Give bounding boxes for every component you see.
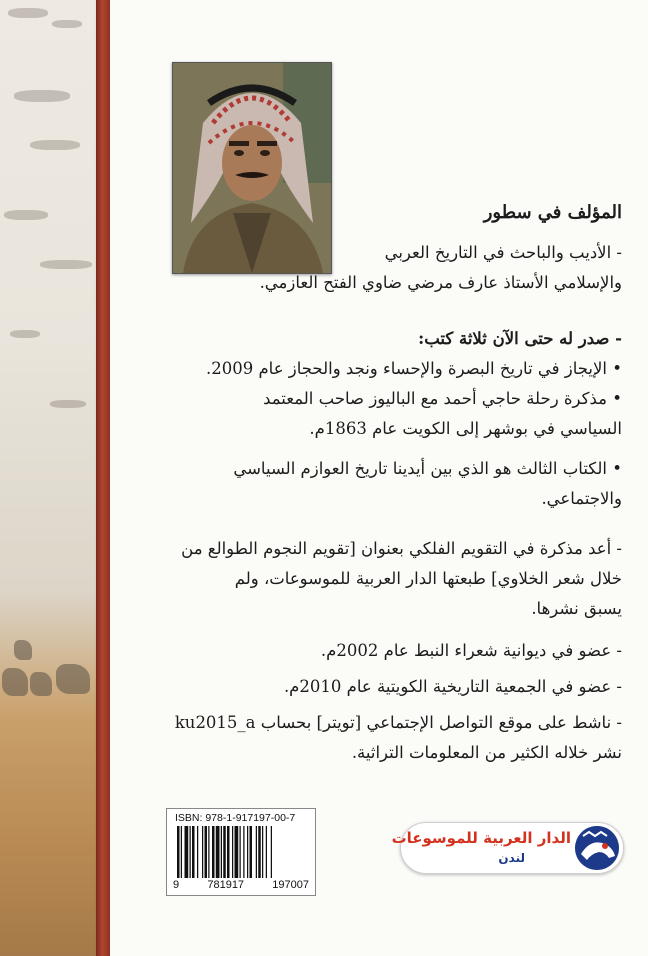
book-item: • الكتاب الثالث هو الذي بين أيدينا تاريخ العوازم السياسي <box>233 459 622 478</box>
author-heading-block <box>142 202 622 223</box>
activities-section <box>142 534 622 768</box>
activity-item-cont: يسبق نشرها. <box>531 599 622 618</box>
bio-line: والإسلامي الأستاذ عارف مرضي ضاوي الفتح العازمي. <box>259 273 622 292</box>
isbn-digits <box>173 879 309 891</box>
author-heading: المؤلف في سطور <box>483 202 622 223</box>
isbn-barcode-box <box>166 808 316 896</box>
isbn-digit-group-1: 781917 <box>207 879 245 891</box>
bio-line: - الأديب والباحث في التاريخ العربي <box>384 243 622 262</box>
publisher-city: لندن <box>498 851 525 865</box>
activity-item: - عضو في الجمعية التاريخية الكويتية عام 2010م. <box>283 677 622 696</box>
isbn-digit-group-2: 197007 <box>272 879 309 891</box>
spine-divider <box>96 0 110 956</box>
barcode-graphic <box>175 826 307 878</box>
book-item: • الإيجاز في تاريخ البصرة والإحساء ونجد والحجاز عام 2009. <box>205 359 622 378</box>
author-bio <box>142 238 622 298</box>
books-heading: - صدر له حتى الآن ثلاثة كتب: <box>418 329 622 348</box>
book-item-cont: والاجتماعي. <box>541 489 622 508</box>
activity-item: - عضو في ديوانية شعراء النبط عام 2002م. <box>320 641 622 660</box>
activity-item: - أعد مذكرة في التقويم الفلكي بعنوان [تقويم النجوم الطوالع من <box>181 539 622 558</box>
activity-item-cont: نشر خلاله الكثير من المعلومات التراثية. <box>351 743 622 762</box>
publisher-emblem-icon <box>575 826 619 870</box>
activity-item: - ناشط على موقع التواصل الإجتماعي [تويتر] بحساب ku2015_a <box>174 713 622 732</box>
isbn-digit-lead: 9 <box>173 879 180 891</box>
activity-item-cont: خلال شعر الخلاوي] طبعتها الدار العربية للموسوعات، ولم <box>234 569 622 588</box>
cover-spine-image <box>0 0 100 956</box>
book-item-cont: السياسي في بوشهر إلى الكويت عام 1863م. <box>309 419 622 438</box>
publisher-logo <box>391 822 624 874</box>
isbn-label: ISBN: 978-1-917197-00-7 <box>175 812 296 824</box>
publisher-name: الدار العربية للموسوعات <box>391 829 571 847</box>
book-item: • مذكرة رحلة حاجي أحمد مع الباليوز صاحب المعتمد <box>263 389 622 408</box>
books-section <box>142 324 622 514</box>
